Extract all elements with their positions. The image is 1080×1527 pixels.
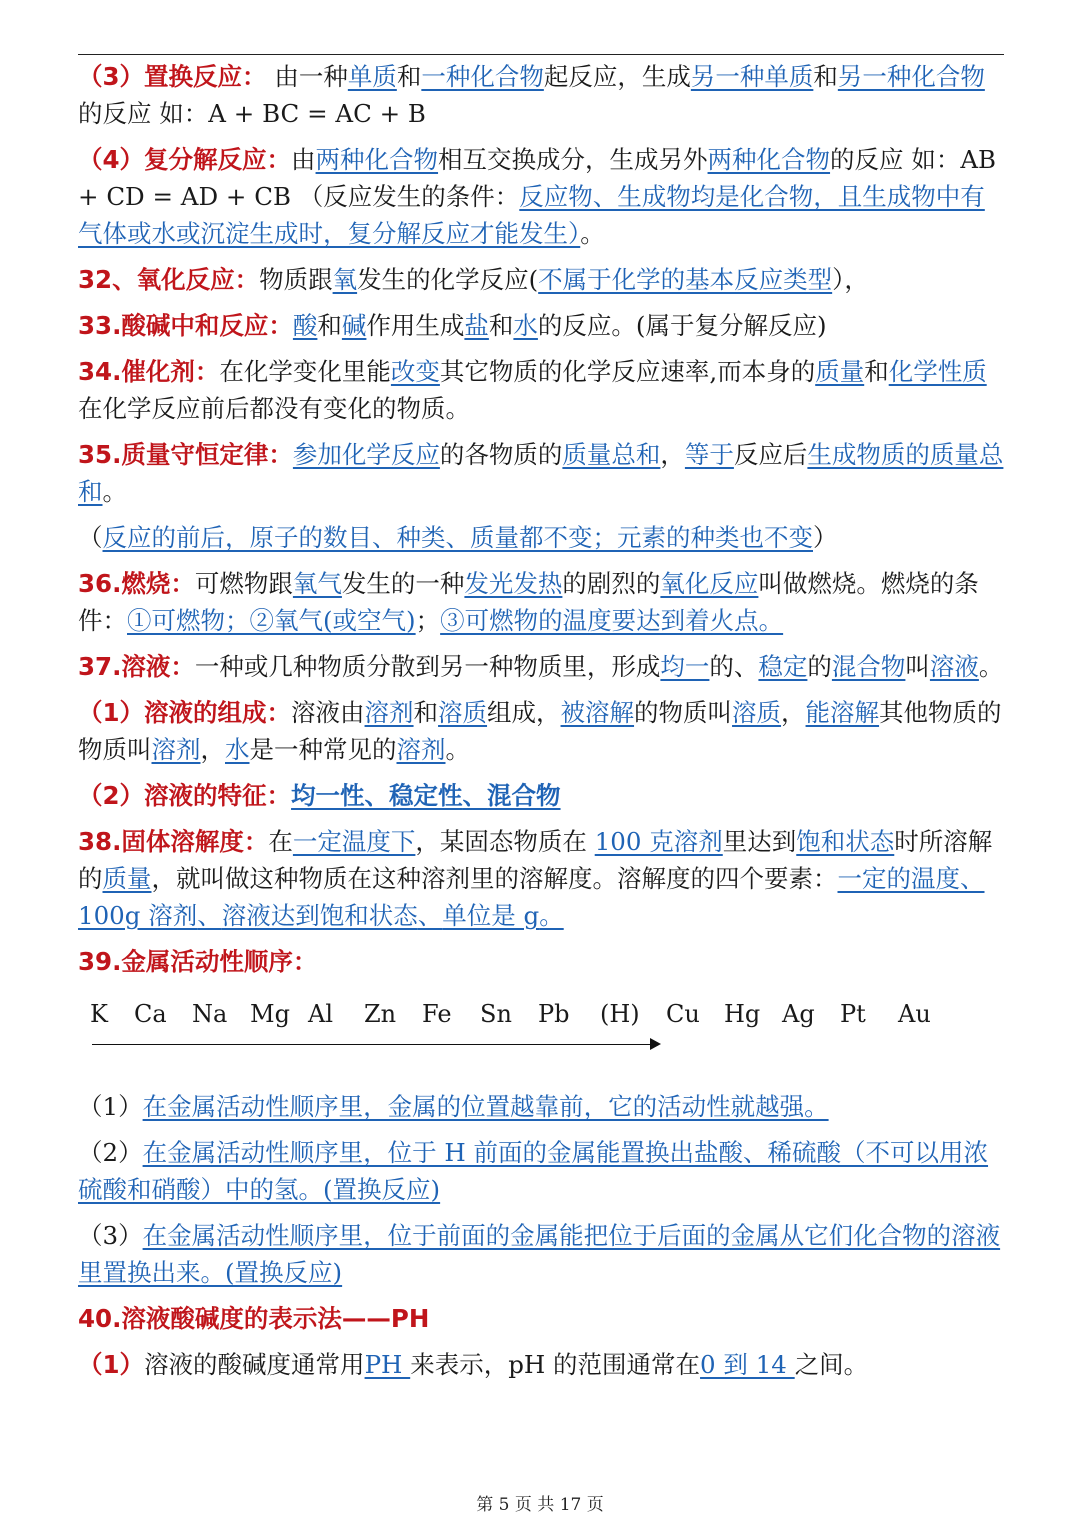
item-39 (78, 943, 1004, 980)
item-32: 32、氧化反应：物质跟氧发生的化学反应(不属于化学的基本反应类型）， (78, 265, 869, 294)
metal-symbol: Ca (134, 1000, 167, 1028)
heading: （1）溶液的组成： (78, 698, 292, 727)
item-36: 36.燃烧：可燃物跟氧气发生的一种发光发热的剧烈的氧化反应叫做燃烧。燃烧的条件：①可燃物；②氧气(或空气)；③可燃物的温度要达到着火点。 (78, 569, 979, 635)
arrow-icon (78, 1026, 1004, 1066)
item-33: 33.酸碱中和反应：酸和碱作用生成盐和水的反应。(属于复分解反应) (78, 311, 827, 340)
page-footer: 第 5 页 共 17 页 (476, 1495, 604, 1515)
metal-symbol: Mg (250, 1000, 290, 1028)
heading: 35.质量守恒定律： (78, 440, 293, 469)
item-35: 35.质量守恒定律：参加化学反应的各物质的质量总和，等于反应后生成物质的质量总和。 (78, 440, 1004, 506)
metal-symbol: Al (308, 1000, 334, 1028)
heading: （4）复分解反应： (78, 145, 292, 174)
metal-symbol: Sn (480, 1000, 512, 1028)
metal-symbol: Fe (422, 1000, 452, 1028)
metal-symbol: K (90, 1000, 108, 1028)
heading: 40.溶液酸碱度的表示法——PH (78, 1304, 430, 1333)
metal-symbol: Cu (666, 1000, 700, 1028)
heading: 39.金属活动性顺序： (78, 947, 318, 976)
metal-symbol: Zn (364, 1000, 397, 1028)
heading: （2）溶液的特征： (78, 781, 292, 810)
header-rule (78, 54, 1004, 55)
item-37: 37.溶液：一种或几种物质分散到另一种物质里，形成均一的、稳定的混合物叫溶液。 (78, 652, 1004, 681)
rule-1: （1）在金属活动性顺序里，金属的位置越靠前，它的活动性就越强。 (78, 1092, 829, 1121)
metal-activity-series (78, 996, 1004, 1026)
document-body (78, 58, 1004, 1383)
heading: 37.溶液： (78, 652, 195, 681)
rule-2: （2）在金属活动性顺序里，位于 H 前面的金属能置换出盐酸、稀硫酸（不可以用浓硫酸和硝酸）中的氢。(置换反应) (78, 1138, 989, 1204)
heading: 38.固体溶解度： (78, 827, 269, 856)
metal-symbol: Pb (538, 1000, 570, 1028)
metal-symbol: Na (192, 1000, 228, 1028)
heading: 36.燃烧： (78, 569, 195, 598)
metal-symbol: Pt (840, 1000, 866, 1028)
heading: （3）置换反应： (78, 62, 267, 91)
item-double-decomposition: （4）复分解反应：由两种化合物相互交换成分，生成另外两种化合物的反应 如：AB + CD = AD + CB （反应发生的条件：反应物、生成物均是化合物，且生成物中有气体或水或沉淀生成时，复分解反应才能发生）。 (78, 145, 997, 248)
heading: 32、氧化反应： (78, 265, 260, 294)
item-40 (78, 1300, 1004, 1337)
item-37-features: （2）溶液的特征：均一性、稳定性、混合物 (78, 781, 561, 810)
metal-symbol: (H) (600, 1000, 640, 1028)
item-35-note: （反应的前后，原子的数目、种类、质量都不变；元素的种类也不变） (78, 523, 838, 552)
metal-symbol: Au (898, 1000, 931, 1028)
item-displacement-reaction: （3）置换反应： 由一种单质和一种化合物起反应，生成另一种单质和另一种化合物的反应 如：A + BC = AC + B (78, 62, 985, 128)
metal-symbol: Ag (782, 1000, 815, 1028)
heading: 34.催化剂： (78, 357, 220, 386)
heading: 33.酸碱中和反应： (78, 311, 293, 340)
item-40-1: （1）溶液的酸碱度通常用PH 来表示，pH 的范围通常在0 到 14 之间。 (78, 1350, 869, 1379)
item-37-composition: （1）溶液的组成：溶液由溶剂和溶质组成，被溶解的物质叫溶质，能溶解其他物质的物质叫溶剂，水是一种常见的溶剂。 (78, 698, 1002, 764)
item-38: 38.固体溶解度：在一定温度下，某固态物质在 100 克溶剂里达到饱和状态时所溶解的质量，就叫做这种物质在这种溶剂里的溶解度。溶解度的四个要素：一定的温度、100g 溶剂、溶液达到饱和状态、单位是 g。 (78, 827, 993, 930)
metal-symbol: Hg (724, 1000, 761, 1028)
rule-3: （3）在金属活动性顺序里，位于前面的金属能把位于后面的金属从它们化合物的溶液里置换出来。(置换反应) (78, 1221, 1001, 1287)
item-34: 34.催化剂：在化学变化里能改变其它物质的化学反应速率,而本身的质量和化学性质在化学反应前后都没有变化的物质。 (78, 357, 987, 423)
